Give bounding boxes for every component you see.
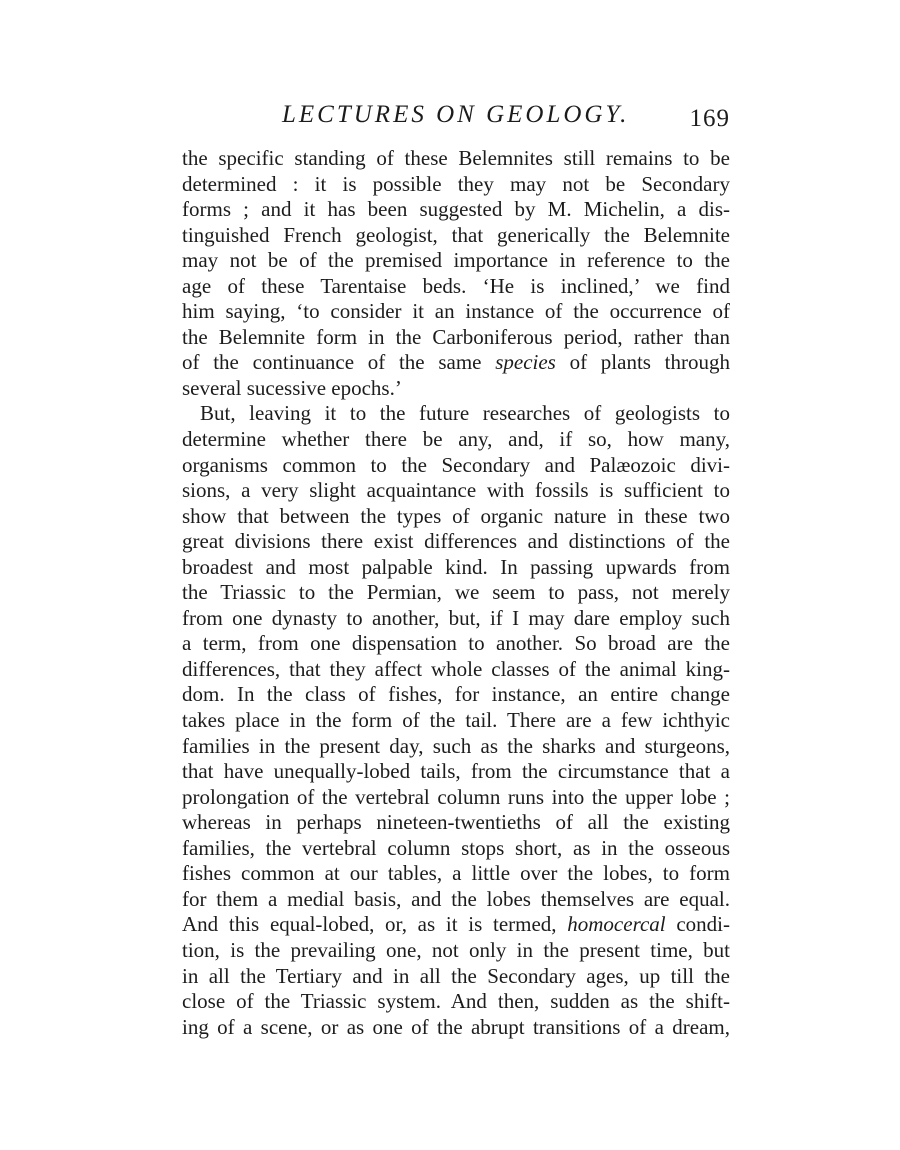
text-segment: families, the vertebral column stops short, as in the osseous <box>182 835 730 860</box>
text-line <box>182 325 730 351</box>
text-line <box>182 861 730 887</box>
text-segment: takes place in the form of the tail. There are a few ichthyic <box>182 708 730 733</box>
text-segment: broadest and most palpable kind. In passing upwards from <box>182 554 730 579</box>
text-line <box>182 606 730 632</box>
text-segment: in all the Tertiary and in all the Secondary ages, up till the <box>182 963 730 988</box>
text-segment: that have unequally-lobed tails, from the circumstance that a <box>182 759 730 784</box>
running-title: LECTURES ON GEOLOGY. <box>282 101 630 128</box>
text-line <box>182 682 730 708</box>
text-line <box>182 376 730 402</box>
text-line <box>182 657 730 683</box>
text-line <box>182 631 730 657</box>
text-segment: from one dynasty to another, but, if I may dare employ such <box>182 605 730 630</box>
text-line <box>182 785 730 811</box>
text-line <box>182 427 730 453</box>
text-segment: age of these Tarentaise beds. ‘He is inclined,’ we find <box>182 273 730 298</box>
text-segment: sions, a very slight acquaintance with fossils is sufficient to <box>182 478 730 503</box>
italic-word: homocercal <box>567 912 666 937</box>
text-line <box>182 836 730 862</box>
text-line <box>182 248 730 274</box>
text-segment: close of the Triassic system. And then, sudden as the shift- <box>182 989 730 1014</box>
text-line <box>182 708 730 734</box>
text-line <box>182 197 730 223</box>
text-segment: tion, is the prevailing one, not only in the present time, but <box>182 937 730 962</box>
text-segment: determine whether there be any, and, if so, how many, <box>182 427 730 452</box>
page-number: 169 <box>689 105 730 132</box>
text-segment: But, leaving it to the future researches of geologists to <box>200 401 730 426</box>
text-segment: the Belemnite form in the Carboniferous period, rather than <box>182 324 730 349</box>
text-line <box>182 274 730 300</box>
text-segment: of plants through <box>555 350 730 375</box>
text-segment: organisms common to the Secondary and Palæozoic divi- <box>182 452 730 477</box>
text-line <box>182 529 730 555</box>
text-segment: of the continuance of the same <box>182 350 496 375</box>
text-line <box>182 172 730 198</box>
text-segment: condi- <box>665 912 730 937</box>
text-line <box>182 146 730 172</box>
text-line <box>182 759 730 785</box>
text-segment: a term, from one dispensation to another. So broad are the <box>182 631 730 656</box>
text-line <box>182 453 730 479</box>
text-line <box>182 478 730 504</box>
text-segment: show that between the types of organic nature in these two <box>182 503 730 528</box>
body-text <box>182 146 730 1040</box>
text-segment: may not be of the premised importance in reference to the <box>182 248 730 273</box>
text-segment: the Triassic to the Permian, we seem to pass, not merely <box>182 580 730 605</box>
text-segment: families in the present day, such as the sharks and sturgeons, <box>182 733 730 758</box>
text-line <box>182 299 730 325</box>
text-line <box>182 734 730 760</box>
text-segment: several sucessive epochs.’ <box>182 375 402 400</box>
text-segment: the specific standing of these Belemnites still remains to be <box>182 146 730 170</box>
text-line <box>182 1015 730 1041</box>
text-line <box>182 223 730 249</box>
text-segment: great divisions there exist differences and distinctions of the <box>182 529 730 554</box>
text-line <box>182 504 730 530</box>
text-line <box>182 938 730 964</box>
text-line <box>182 912 730 938</box>
text-line <box>182 964 730 990</box>
text-segment: for them a medial basis, and the lobes themselves are equal. <box>182 886 730 911</box>
text-segment: differences, that they affect whole classes of the animal king- <box>182 656 730 681</box>
text-segment: him saying, ‘to consider it an instance of the occurrence of <box>182 299 730 324</box>
text-segment: fishes common at our tables, a little over the lobes, to form <box>182 861 730 886</box>
text-segment: And this equal-lobed, or, as it is termed, <box>182 912 568 937</box>
text-segment: ing of a scene, or as one of the abrupt transitions of a dream, <box>182 1014 730 1039</box>
text-segment: whereas in perhaps nineteen-twentieths of all the existing <box>182 810 730 835</box>
text-line <box>182 580 730 606</box>
text-segment: dom. In the class of fishes, for instance, an entire change <box>182 682 730 707</box>
text-segment: determined : it is possible they may not be Secondary <box>182 171 730 196</box>
text-line <box>182 350 730 376</box>
text-segment: prolongation of the vertebral column runs into the upper lobe ; <box>182 784 730 809</box>
italic-word: species <box>495 350 556 375</box>
text-line <box>182 401 730 427</box>
text-line <box>182 887 730 913</box>
text-line <box>182 810 730 836</box>
text-segment: forms ; and it has been suggested by M. Michelin, a dis- <box>182 197 730 222</box>
running-head <box>182 100 730 136</box>
text-line <box>182 555 730 581</box>
text-segment: tinguished French geologist, that generically the Belemnite <box>182 222 730 247</box>
text-line <box>182 989 730 1015</box>
